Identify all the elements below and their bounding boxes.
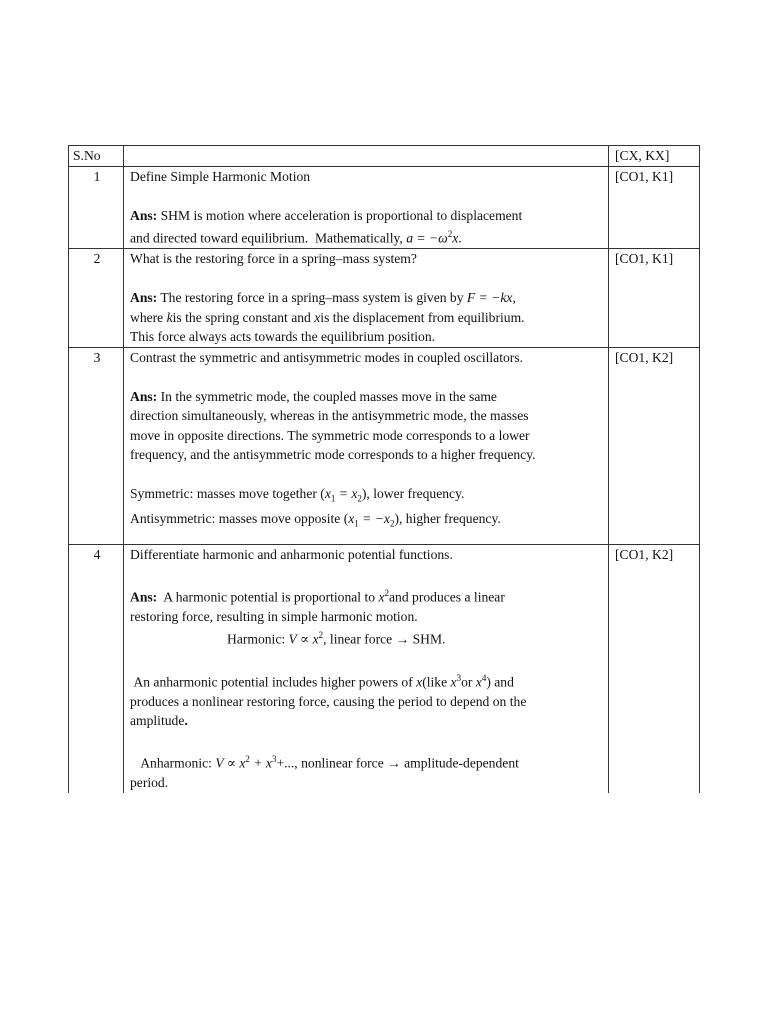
answer-blank-line	[130, 649, 604, 669]
answer-line: An anharmonic potential includes higher powers of x(like $x^3or$ $x^4$) and	[130, 672, 514, 690]
question-cell	[124, 544, 609, 793]
answer-line: Ans: SHM is motion where acceleration is proportional to displacement	[130, 207, 523, 223]
outcome-tag: [CO1, K1]	[609, 166, 700, 249]
row-number: 2	[69, 249, 124, 348]
question-cell	[124, 166, 609, 249]
answer-line: Ans: In the symmetric mode, the coupled masses move in the same	[130, 388, 497, 404]
table-row	[69, 249, 700, 348]
answer-line: and directed toward equilibrium. Mathematically, $a = -\omega^2x$.	[130, 229, 462, 246]
question-cell	[124, 249, 609, 348]
answer-line: where kis the spring constant and xis the displacement from equilibrium.	[130, 309, 525, 325]
question-text: Differentiate harmonic and anharmonic potential functions.	[130, 546, 453, 562]
question-text: Define Simple Harmonic Motion	[130, 168, 311, 184]
answer-blank-line	[130, 731, 604, 751]
outcome-tag: [CO1, K2]	[609, 544, 700, 793]
header-tag: [CX, KX]	[609, 146, 700, 167]
answer-line: Symmetric: masses move together $(x_1 = x_2)$, lower frequency.	[130, 486, 465, 504]
answer-line: Ans: The restoring force in a spring–mass system is given by F = −kx,	[130, 290, 516, 306]
question-text: Contrast the symmetric and antisymmetric modes in coupled oscillators.	[130, 349, 524, 365]
table-row	[69, 544, 700, 793]
question-cell	[124, 347, 609, 544]
answer-line: produces a nonlinear restoring force, causing the period to depend on the	[130, 693, 527, 709]
answer-blank-line	[130, 465, 604, 485]
row-number: 3	[69, 347, 124, 544]
table-row	[69, 166, 700, 249]
document-page	[68, 145, 700, 793]
answer-line: Anharmonic: $V \propto x^2 + x^3+$..., nonlinear force → amplitude-dependent	[130, 754, 519, 771]
header-question	[124, 146, 609, 167]
row-number: 1	[69, 166, 124, 249]
question-text: What is the restoring force in a spring–mass system?	[130, 251, 417, 267]
answer-line: This force always acts towards the equilibrium position.	[130, 329, 436, 345]
answer-line: restoring force, resulting in simple harmonic motion.	[130, 608, 418, 624]
answer-line: Antisymmetric: masses move opposite $(x_1 = -x_2)$, higher frequency.	[130, 511, 501, 529]
answer-line: amplitude.	[130, 713, 188, 729]
answer-line: Ans: A harmonic potential is proportional to $x^2and$ produces a linear	[130, 587, 505, 605]
table-header-row	[69, 146, 700, 167]
answer-line: frequency, and the antisymmetric mode corresponds to a higher frequency.	[130, 447, 536, 463]
question-bank-table	[68, 145, 700, 793]
answer-line: Harmonic: $V \propto x^2$, linear force → SHM.	[227, 630, 446, 647]
answer-line: direction simultaneously, whereas in the antisymmetric mode, the masses	[130, 408, 529, 424]
row-number: 4	[69, 544, 124, 793]
outcome-tag: [CO1, K2]	[609, 347, 700, 544]
answer-line: period.	[130, 775, 169, 791]
header-sno: S.No	[69, 146, 124, 167]
table-row	[69, 347, 700, 544]
answer-line: move in opposite directions. The symmetric mode corresponds to a lower	[130, 427, 530, 443]
table-body	[69, 166, 700, 793]
outcome-tag: [CO1, K1]	[609, 249, 700, 348]
